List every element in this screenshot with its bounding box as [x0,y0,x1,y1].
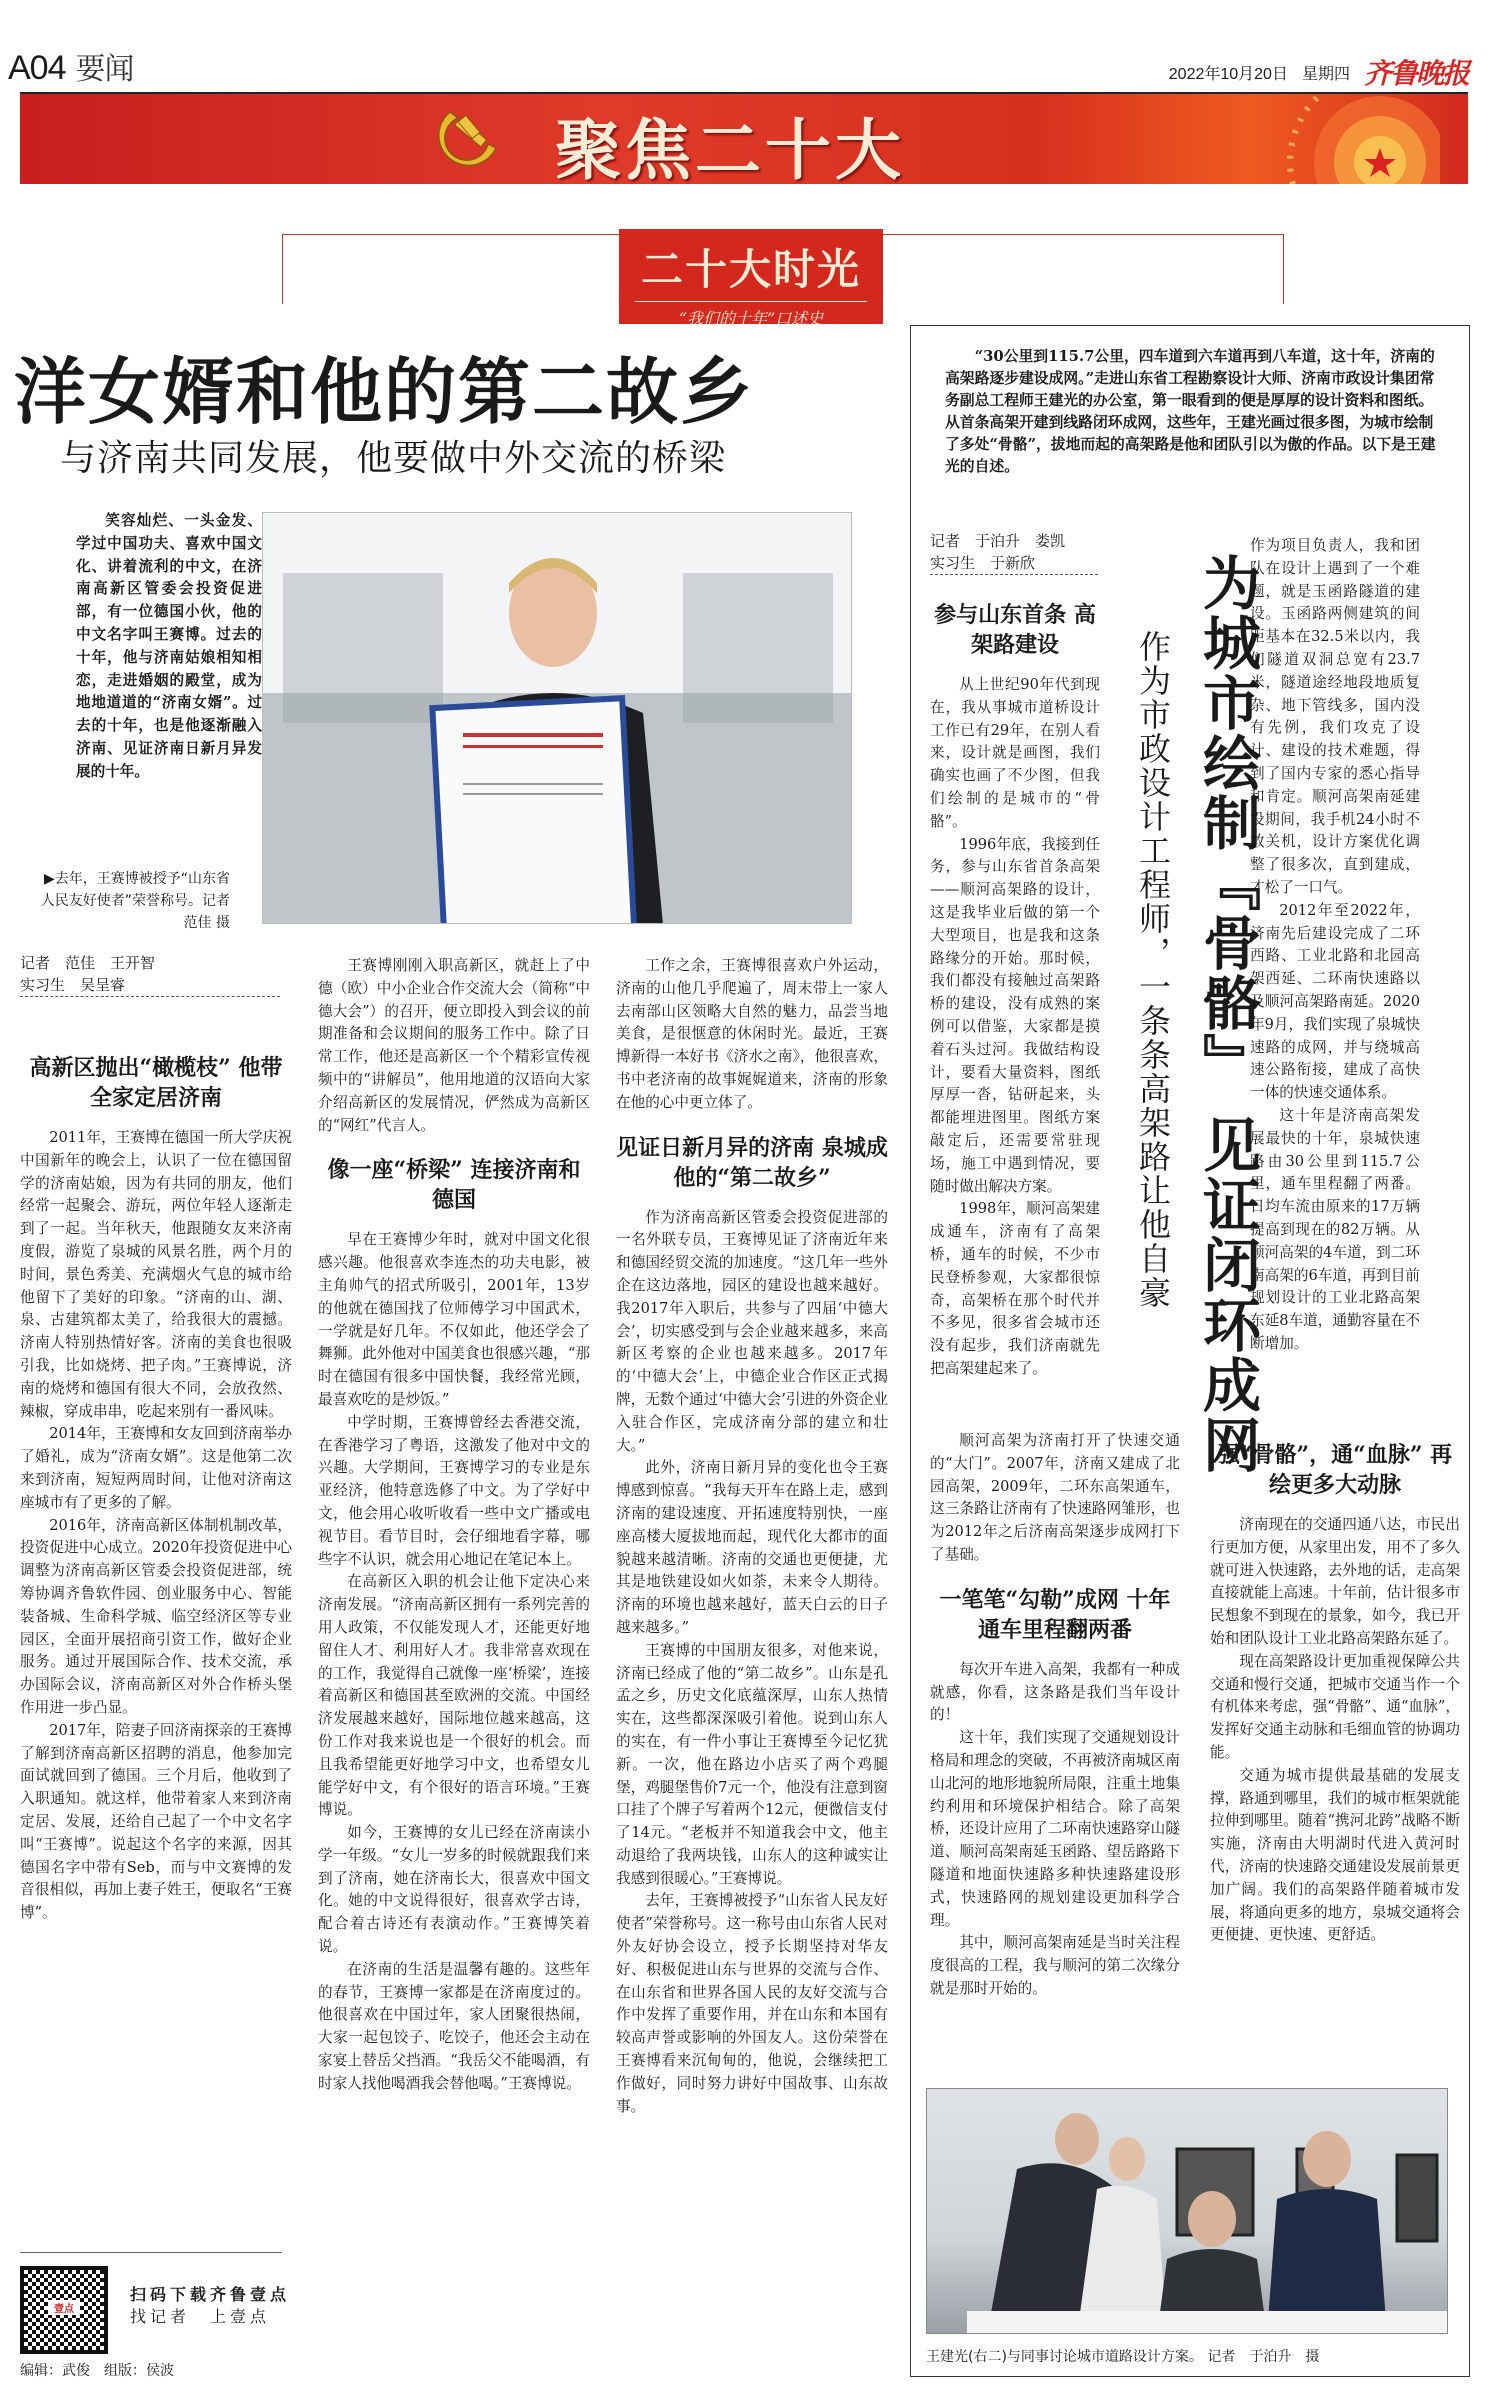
article2-intro [945,346,1445,478]
paragraph: 王赛博的中国朋友很多，对他来说，济南已经成了他的“第二故乡”。山东是孔孟之乡，历史文化底蕴深厚，山东人热情实在，这些都深深吸引着他。说到山东人的实在，有一件小事让王赛博至今记忆犹新。一次，他在路边小店买了两个鸡腿堡，鸡腿堡售价7元一个，他没有注意到窗口挂了个牌子写着两个12元，便微信支付了14元。“老板并不知道我会中文，他主动退给了我两块钱，山东人的这种诚实让我感到很暖心。”王赛博说。 [616,1641,888,1887]
paragraph: 2017年，陪妻子回济南探亲的王赛博了解到济南高新区招聘的消息，他参加完面试就回到了德国。三个月后，他收到了入职通知。就这样，他带着家人来到济南定居、发展，还给自己起了一个中文名字叫“王赛博”。说起这个名字的来源，因其德国名字中带有Seb，而与中文赛博的发音很相似，再加上妻子姓王，便取名“王赛博”。 [20,1721,292,1922]
paragraph: 每次开车进入高架，我都有一种成就感，你看，这条路是我们当年设计的！ [930,1660,1180,1724]
paragraph: 顺河高架为济南打开了快速交通的“大门”。2007年，济南又建成了北园高架，2009年，二环东高架通车，这三条路让济南有了快速路网雏形，也为2012年之后济南高架逐步成网打下了基础。 [930,1432,1180,1563]
badge-divider [635,301,867,302]
article1-intro [76,510,262,784]
article2-column-3 [930,1430,1180,2001]
column-title: 二十大时光 [640,245,861,294]
article2-byline [930,530,1098,575]
page-number: A04 [8,49,66,87]
reporter-names: 记者 范佳 王开智 [20,954,156,972]
paragraph: 早在王赛博少年时，就对中国文化很感兴趣。他很喜欢李连杰的功夫电影，被主角帅气的招式所吸引，2001年，13岁的他就在德国找了位师傅学习中国武术，一学就是好几年。不仅如此，他还学会了舞狮。此外他对中国美食也很感兴趣，“那时在德国有很多中国快餐，我经常光顾，最喜欢吃的是炒饭。” [318,1231,590,1408]
engineers-photo [926,2088,1448,2334]
section-title: 见证日新月异的济南 泉城成他的“第二故乡” [616,1134,888,1191]
paragraph: 济南现在的交通四通八达，市民出行更加方便，从家里出发，用不了多久就可进入快速路，去外地的话，走高架直接就能上高速。十年前，估计很多市民想象不到现在的景象，如今，我已开始和团队设计工业北路高架路东延了。 [1210,1516,1460,1647]
paragraph: 作为项目负责人，我和团队在设计上遇到了一个难题，就是玉函路隧道的建设。玉函路两侧建筑的间距基本在32.5米以内，我们隧道双洞总宽有23.7米，隧道途经地段地质复杂、地下管线多，国内没有先例，我们攻克了设计、建设的技术难题，得到了国内专家的悉心指导和肯定。顺河高架南延建设期间，我手机24小时不敢关机，设计方案优化调整了很多次，直到建成，才松了一口气。 [1250,537,1420,896]
masthead-info [1169,52,1468,92]
page-header [8,44,134,88]
paragraph: 王赛博刚刚入职高新区，就赶上了中德（欧）中小企业合作交流大会（简称“中德大会”）的召开，便立即投入到会议的前期准备和会议期间的服务工作中。除了日常工作，他还是高新区一个个精彩宣传视频中的“讲解员”，他用地道的汉语向大家介绍高新区的发展情况，俨然成为高新区的“网红”代言人。 [318,957,590,1134]
qr-line-2: 找记者 上壹点 [130,2307,271,2326]
banner-title: 聚焦二十大 [555,111,905,184]
paragraph: 这十年是济南高架发展最快的十年，泉城快速路由30公里到115.7公里，通车里程翻了两番。日均车流由原来的17万辆提高到现在的82万辆。从顺河高架的4车道，到二环南高架的6车道，再到目前规划设计的工业北路高架东延8车道，通勤容量在不断增加。 [1250,1106,1420,1352]
paragraph: 2011年，王赛博在德国一所大学庆祝中国新年的晚会上，认识了一位在德国留学的济南姑娘，因为有共同的朋友，他们经常一起聚会、游玩，两位年轻人逐渐走到了一起。当年秋天，他跟随女友来济南度假，游览了泉城的风景名胜，两个月的时间，景色秀美、充满烟火气息的城市给他留下了美好的印象。“济南的山、湖、泉、古建筑都太美了，给我很大的震撼。济南人特别热情好客。济南的美食也很吸引我，比如烧烤、把子肉。”王赛博说，济南的烧烤和德国有很大不同，会放孜然、辣椒，穿成串串，吃起来别有一番风味。 [20,1129,292,1420]
photo-illustration [927,2089,1448,2334]
section-title: 像一座“桥梁” 连接济南和德国 [327,1157,581,1214]
issue-date: 2022年10月20日 [1168,65,1288,83]
paragraph: 去年，王赛博被授予“山东省人民友好使者”荣誉称号。这一称号由山东省人民对外友好协会设立，授予长期坚持对华友好、积极促进山东与世界的交流与合作、在山东省和世界各国人民的友好交流与合作中发挥了重要作用，并在山东和本国有较高声誉或影响的外国友人。这份荣誉在王赛博看来沉甸甸的，他说，会继续把工作做好，同时努力讲好中国故事、山东故事。 [616,1892,888,2115]
party-emblem-icon [430,98,510,178]
qr-promo [130,2284,290,2328]
qr-code[interactable] [20,2266,108,2354]
paragraph: 从上世纪90年代到现在，我从事城市道桥设计工作已有29年，在别人看来，设计就是画图，我们确实也画了不少图，但我们绘制的是城市的“骨骼”。 [930,676,1100,830]
editor-credits: 编辑：武俊 组版：侯波 [20,2363,174,2379]
paragraph: 交通为城市提供最基础的发展支撑，路通到哪里，我们的城市框架就能拉伸到哪里。随着“携河北跨”战略不断实施，济南由大明湖时代进入黄河时代，济南的快速路交通建设发展前景更加广阔。我们的高架路伴随着城市发展，将通向更多的地方，泉城交通将会更便捷、更快速、更舒适。 [1210,1766,1460,1944]
paragraph: 作为济南高新区管委会投资促进部的一名外联专员，王赛博见证了济南近年来和德国经贸交流的加速度。“这几年一些外企在这边落地，园区的建设也越来越好。我2017年入职后，共参与了四届‘中德大会’，切实感受到与会企业越来越多，来高新区考察的企业也越来越多。2017年的‘中德大会’上，中德企业合作区正式揭牌，无数个通过‘中德大会’引进的外资企业入驻合作区，完成济南分部的建立和壮大。” [616,1208,888,1454]
paragraph: 现在高架路设计更加重视保障公共交通和慢行交通，把城市交通当作一个有机体来考虑，强“骨骼”、通“血脉”，发挥好交通主动脉和毛细血管的协调功能。 [1210,1652,1460,1761]
wang-saibo-photo [262,512,852,924]
paragraph: 中学时期，王赛博曾经去香港交流，在香港学习了粤语，这激发了他对中文的兴趣。大学期间，王赛博学习的专业是东亚经济，他特意选修了中文。为了学好中文，他会用心收听收看一些中文广播或电视节目。看节目时，会仔细地看字幕，哪些字不认识，就会用心地记在笔记本上。 [318,1413,590,1568]
intern-name: 实习生 于新欣 [930,554,1036,572]
article2-column-2 [1250,535,1420,1356]
paragraph: 工作之余，王赛博很喜欢户外运动，济南的山他几乎爬遍了，周末带上一家人去南部山区领略大自然的魅力，品尝当地美食，是很惬意的休闲时光。最近，王赛博新得一本好书《济水之南》，他很喜欢，书中老济南的故事娓娓道来，济南的形象在他的心中更立体了。 [616,957,888,1111]
footer-divider [20,2252,282,2253]
paragraph: 1996年底，我接到任务，参与山东省首条高架——顺河高架路的设计，这是我毕业后做的第一个大型项目，也是我和这条路缘分的开始。那时候，我们都没有接触过高架路桥的建设，没有成熟的案例可以借鉴，大家都是摸着石头过河。我做结构设计，要看大量资料，图纸厚厚一沓，钻研起来，头都能埋进图里。图纸方案敲定后，还需要常驻现场，施工中遇到情况，要随时做出解决方案。 [930,835,1100,1195]
article2-headline: 为城市绘制『骨骼』 见证闭环成网 [1193,553,1261,1476]
qr-line-1: 扫码下载齐鲁壹点 [130,2285,291,2304]
paragraph: 如今，王赛博的女儿已经在济南读小学一年级。“女儿一岁多的时候就跟我们来到了济南，她在济南长大，很喜欢中国文化。她的中文说得很好，很喜欢学古诗，配合着古诗还有表演动作。”王赛博笑着说。 [318,1824,590,1956]
article2-column-1 [930,600,1100,1381]
issue-weekday: 星期四 [1301,65,1350,83]
column-subtitle: “我们的十年”口述史 [678,309,824,328]
photo1-caption: ▶去年，王赛博被授予“山东省人民友好使者”荣誉称号。记者 范佳 摄 [40,871,230,931]
great-hall-star-icon [1160,94,1440,184]
photo2-caption: 王建光(右二)与同事讨论城市道路设计方案。 记者 于泊升 摄 [926,2349,1320,2365]
article1-column-3 [616,955,888,2118]
intern-name: 实习生 吴呈睿 [20,976,126,994]
paragraph: 这十年，我们实现了交通规划设计格局和理念的突破，不再被济南城区南山北河的地形地貌所局限，注重土地集约利用和环境保护相结合。除了高架桥，还设计应用了二环南快速路穿山隧道、顺河高架南延玉函路、望岳路路下隧道和地面快速路多种快速路建设形式，快速路网的规划建设更加科学合理。 [930,1729,1180,1929]
section-title: 一笔笔“勾勒”成网 十年通车里程翻两番 [939,1586,1171,1643]
article1-column-2 [318,955,590,2096]
qr-app-label: 壹点 [48,2300,80,2315]
article1-column-1 [20,1035,292,1925]
article1-byline [20,952,280,997]
intro-paragraph: 笑容灿烂、一头金发、学过中国功夫、喜欢中国文化、讲着流利的中文，在济南高新区管委会投资促进部，有一位德国小伙，他的中文名字叫王赛博。过去的十年，他与济南姑娘相知相恋，走进婚姻的殿堂，成为地地道道的“济南女婿”。过去的十年，也是他逐渐融入济南、见证济南日新月异发展的十年。 [76,512,262,780]
photo-illustration [263,513,852,924]
section-title: 强“骨骼”，通“血脉” 再绘更多大动脉 [1217,1442,1453,1498]
paragraph: 此外，济南日新月异的变化也令王赛博感到惊喜。“我每天开车在路上走，感到济南的建设速度、开拓速度特别快，一座座高楼大厦拔地而起，现代化大都市的面貌越来越清晰。济南的交通也更便捷，尤其是地铁建设如火如荼，未来令人期待。济南的环境也越来越好，蓝天白云的日子越来越多。” [616,1459,888,1636]
paragraph: 在高新区入职的机会让他下定决心来济南发展。“济南高新区拥有一系列完善的用人政策，不仅能发现人才，还能更好地留住人才、利用好人才。我非常喜欢现在的工作，我觉得自己就像一座‘桥梁’，连接着高新区和德国甚至欧洲的交流。中国经济发展越来越好，国际地位越来越高，这份工作对我来说也是一个很好的机会。而且我希望能更好地学习中文，也希望女儿能学好中文，有个很好的语言环境。”王赛博说。 [318,1573,590,1819]
paragraph: 在济南的生活是温馨有趣的。这些年的春节，王赛博一家都是在济南度过的。他很喜欢在中国过年，家人团聚很热闹，大家一起包饺子、吃饺子，他还会主动在家宴上替岳父挡酒。“我岳父不能喝酒，有时家人找他喝酒我会替他喝。”王赛博说。 [318,1960,590,2092]
reporter-names: 记者 于泊升 娄凯 [930,532,1066,550]
column-badge [619,229,883,328]
paragraph: 2016年，济南高新区体制机制改革，投资促进中心成立。2020年投资促进中心调整为济南高新区管委会投资促进部，统筹协调齐鲁软件园、创业服务中心、智能装备城、生命科学城、临空经济区等专业园区，全面开展招商引资工作，做好企业服务。通过开展国际合作、技术交流，承办国际会议，济南高新区对外合作桥头堡作用进一步凸显。 [20,1516,292,1716]
newspaper-logo: 齐鲁晚报 [1363,57,1468,90]
paragraph: 其中，顺河高架南延是当时关注程度很高的工程，我与顺河的第二次缘分就是那时开始的。 [930,1934,1180,1997]
paragraph: 1998年，顺河高架建成通车，济南有了高架桥，通车的时候，不少市民登桥参观，大家都很惊奇，高架桥在那个时代并不多见，很多省会城市还没有起步，我们济南就先把高架建起来了。 [930,1200,1100,1377]
paragraph: 2012年至2022年，济南先后建设完成了二环西路、工业北路和北园高架西延、二环南快速路以及顺河高架路南延。2020年9月，我们实现了泉城快速路的成网，并与绕城高速公路衔接，建成了高快一体的快速交通体系。 [1250,901,1420,1102]
paragraph: 2014年，王赛博和女友回到济南举办了婚礼，成为“济南女婿”。这是他第二次来到济南，短短两周时间，让他对济南这座城市有了更多的了解。 [20,1425,292,1511]
intro-paragraph: “30公里到115.7公里，四车道到六车道再到八车道，这十年，济南的高架路逐步建设成网。”走进山东省工程勘察设计大师、济南市政设计集团常务副总工程师王建光的办公室，第一眼看到的便是厚厚的设计资料和图纸。从首条高架开建到线路闭环成网，这些年，王建光画过很多图，为城市绘制了多处“骨骼”，拔地而起的高架路是他和团队引以为傲的作品。以下是王建光的自述。 [945,348,1436,475]
article1-headline: 洋女婿和他的第二故乡 [14,349,755,434]
article1-subheadline: 与济南共同发展，他要做中外交流的桥梁 [60,438,727,479]
section-title: 高新区抛出“橄榄枝” 他带全家定居济南 [29,1055,283,1111]
article2-column-4 [1210,1440,1460,1947]
article2-subheadline: 作为市政设计工程师，一条条高架路让他自豪 [1134,630,1172,1310]
section-title: 参与山东首条 高架路建设 [934,602,1096,658]
section-name: 要闻 [75,53,134,86]
topic-banner [20,94,1468,184]
